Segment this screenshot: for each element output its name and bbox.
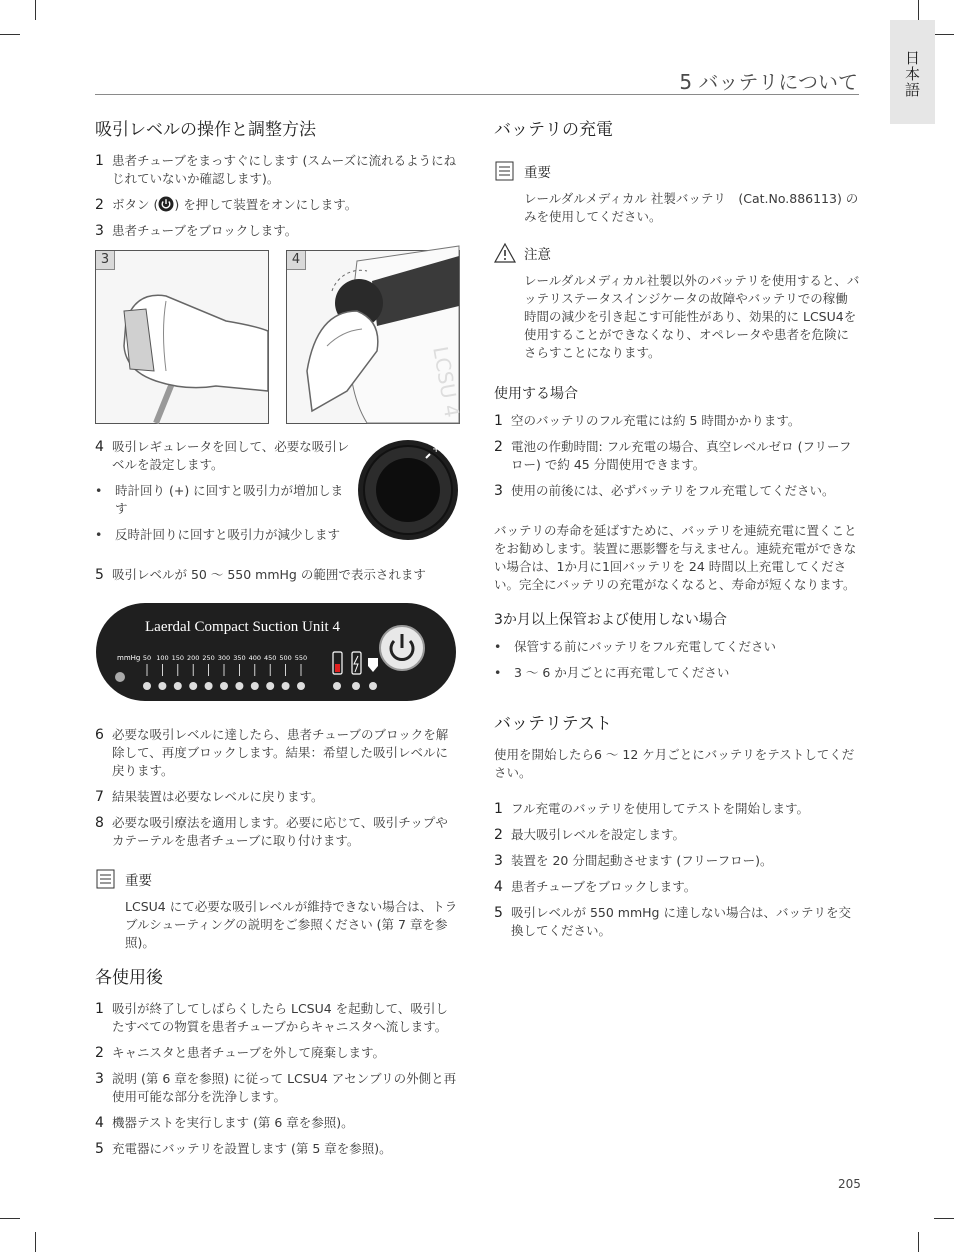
language-tab-label: 日本語 <box>903 50 921 98</box>
note-icon <box>494 160 516 182</box>
bullet-item: • 3 ～ 6 か月ごとに再充電してください <box>494 665 730 680</box>
bullet-item: • 時計回り (+) に回すと吸引力が増加します <box>95 482 350 518</box>
panel-title: Laerdal Compact Suction Unit 4 <box>145 619 340 635</box>
heading-battery-test: バッテリテスト <box>494 714 612 734</box>
hand-blocking-tube-illustration <box>96 251 268 423</box>
step-text: 最大吸引レベルを設定します。 <box>511 827 686 842</box>
step-number: 3 <box>95 1071 104 1087</box>
step-number: 1 <box>494 801 503 817</box>
step-number: 2 <box>95 1045 104 1061</box>
list-item <box>494 904 860 940</box>
step-number: 4 <box>95 1115 104 1131</box>
list-item <box>95 1140 460 1158</box>
scale-label: 150 <box>171 654 185 662</box>
heading-charging: バッテリの充電 <box>494 120 613 140</box>
step-number: 3 <box>95 223 104 239</box>
step-text: キャニスタと患者チューブを外して廃棄します。 <box>112 1045 386 1060</box>
list-item <box>95 726 460 780</box>
step-number: 2 <box>95 197 104 213</box>
step-number: 7 <box>95 789 104 805</box>
scale-label: 550 <box>294 654 308 662</box>
bullet-text: 保管する前にバッテリをフル充電してください <box>514 639 777 654</box>
scale-led <box>282 682 290 690</box>
device-knob-illustration <box>287 251 465 423</box>
bullet-text: 反時計回りに回すと吸引力が減少します <box>115 527 341 542</box>
list-item <box>95 196 460 214</box>
list-item <box>95 438 350 474</box>
scale-led <box>251 682 259 690</box>
step-text: フル充電のバッテリを使用してテストを開始します。 <box>511 801 810 816</box>
crop-mark <box>934 1218 954 1219</box>
photo-block-tube <box>95 250 269 424</box>
step-number: 1 <box>95 153 104 169</box>
step-text: 必要な吸引療法を適用します。必要に応じて、吸引チップやカテーテルを患者チューブに取り付けます。 <box>112 815 448 848</box>
list-item <box>494 482 860 500</box>
list-item <box>95 1044 460 1062</box>
step-text: 吸引が終了してしばらくしたら LCSU4 を起動して、吸引したすべての物質を患者チューブからキャニスタへ流します。 <box>112 1001 448 1034</box>
step-number: 1 <box>494 413 503 429</box>
step-number: 6 <box>95 727 104 743</box>
note-caution <box>494 242 860 264</box>
crop-mark <box>934 34 954 35</box>
list-item <box>95 222 460 240</box>
crop-mark <box>0 1218 20 1219</box>
scale-led <box>266 682 274 690</box>
scale-label: 300 <box>217 654 231 662</box>
step-text: 必要な吸引レベルに達したら、患者チューブのブロックを解除して、再度ブロックします。結果：希望した吸引レベルに戻ります。 <box>112 727 449 778</box>
scale-led <box>174 682 182 690</box>
crop-mark <box>0 34 20 35</box>
list-item <box>95 1070 460 1106</box>
heading-operation: 吸引レベルの操作と調整方法 <box>95 120 316 140</box>
scale-label: 450 <box>263 654 277 662</box>
bullet-text: 3 ～ 6 か月ごとに再充電してください <box>514 665 730 680</box>
scale-label: 350 <box>233 654 246 662</box>
note-body: レールダルメディカル社製以外のバッテリを使用すると、バッテリステータスインジケータの故障やバッテリでの稼働時間の減少を引き起こす可能性があり、効果的に LCSU4を使用することができなくなり、オペレータや患者を危険にさらすことになります。 <box>524 273 860 360</box>
step-text: 結果装置は必要なレベルに戻ります。 <box>112 789 324 804</box>
list-item <box>494 826 860 844</box>
warning-icon <box>494 242 516 264</box>
step-text: 吸引レベルが 50 ～ 550 mmHg の範囲で表示されます <box>112 567 426 582</box>
scale-led <box>205 682 213 690</box>
device-label: LCSU 4 <box>428 344 465 420</box>
note-important <box>494 160 860 182</box>
power-icon <box>158 196 174 212</box>
list-item <box>494 852 860 870</box>
list-item <box>494 878 860 896</box>
step-text: 吸引レギュレータを回して、必要な吸引レベルを設定します。 <box>112 439 350 472</box>
crop-mark <box>35 1232 36 1252</box>
note-important <box>95 868 460 890</box>
status-led <box>352 682 360 690</box>
list-item <box>95 566 460 584</box>
note-body: LCSU4 にて必要な吸引レベルが維持できない場合は、トラブルシューティングの説明をご参照ください (第 7 章を参照)。 <box>125 899 458 950</box>
heading-storage: 3か月以上保管および使用しない場合 <box>494 612 727 628</box>
scale-label: 200 <box>186 654 200 662</box>
step-text: 吸引レベルが 550 mmHg に達しない場合は、バッテリを交換してください。 <box>511 905 851 938</box>
step-text: 空のバッテリのフル充電には約 5 時間かかります。 <box>511 413 801 428</box>
step-number: 8 <box>95 815 104 831</box>
step-text: 説明 (第 6 章を参照) に従って LCSU4 アセンブリの外側と再使用可能な部分を洗浄します。 <box>112 1071 457 1104</box>
step-number: 5 <box>95 567 104 583</box>
language-tab <box>890 20 935 124</box>
step-number: 4 <box>95 439 104 455</box>
step-text-pre: ボタン ( <box>112 197 159 212</box>
step-text: 使用の前後には、必ずバッテリをフル充電してください。 <box>511 483 835 498</box>
note-body: レールダルメディカル 社製バッテリ (Cat.No.886113) のみを使用してください。 <box>524 191 859 224</box>
scale-led <box>189 682 197 690</box>
note-title: 重要 <box>524 165 551 181</box>
crop-mark <box>35 0 36 20</box>
step-number: 3 <box>494 853 503 869</box>
step-text-post: ) を押して装置をオンにします。 <box>174 197 358 212</box>
step4-row <box>95 438 460 552</box>
scale-led <box>235 682 243 690</box>
header-rule <box>95 94 859 95</box>
status-led <box>369 682 377 690</box>
list-item <box>494 412 860 430</box>
list-item <box>95 152 460 188</box>
svg-text:+: + <box>432 444 441 455</box>
bullet-item: • 保管する前にバッテリをフル充電してください <box>494 639 777 654</box>
person-icon <box>115 672 125 682</box>
step-text: 患者チューブをブロックします。 <box>112 223 298 238</box>
panel-unit: mmHg <box>117 654 141 662</box>
bullet-item: • 反時計回りに回すと吸引力が減少します <box>95 527 341 542</box>
heading-when-using: 使用する場合 <box>494 386 578 402</box>
section-title: 5 バッテリについて <box>679 70 858 94</box>
scale-label: 100 <box>156 654 169 662</box>
photo-row <box>95 250 465 424</box>
scale-label: 500 <box>279 654 292 662</box>
note-icon <box>95 868 117 890</box>
crop-mark <box>918 0 919 20</box>
step-number: 4 <box>494 879 503 895</box>
battery-test-paragraph: 使用を開始したら6 ～ 12 ケ月ごとにバッテリをテストしてください。 <box>494 747 855 780</box>
heading-after-use: 各使用後 <box>95 968 163 988</box>
right-column <box>494 118 860 948</box>
photo-label: 3 <box>96 251 115 270</box>
step-text: 患者チューブをまっすぐにします (スムーズに流れるようにねじれていないか確認します)。 <box>112 153 457 186</box>
bullet-text: 時計回り (+) に回すと吸引力が増加します <box>115 483 344 516</box>
step-text: 機器テストを実行します (第 6 章を参照)。 <box>112 1115 354 1130</box>
scale-label: 50 <box>142 654 152 662</box>
page-number: 205 <box>838 1177 861 1191</box>
step-text: 患者チューブをブロックします。 <box>511 879 697 894</box>
scale-led <box>220 682 228 690</box>
step-number: 3 <box>494 483 503 499</box>
list-item <box>95 1000 460 1036</box>
step-number: 2 <box>494 827 503 843</box>
note-title: 重要 <box>125 873 152 889</box>
step-text: 電池の作動時間: フル充電の場合、真空レベルゼロ (フリーフロー) で約 45 分間使用できます。 <box>511 439 852 472</box>
step-number: 1 <box>95 1001 104 1017</box>
note-title: 注意 <box>524 247 551 263</box>
crop-mark <box>918 1232 919 1252</box>
step-text: 充電器にバッテリを設置します (第 5 章を参照)。 <box>112 1141 392 1156</box>
list-item <box>494 800 860 818</box>
photo-turn-knob <box>286 250 465 424</box>
scale-led <box>158 682 166 690</box>
battery-life-paragraph: バッテリの寿命を延ばすために、バッテリを連続充電に置くことをお勧めします。装置に悪影響を与えません。連続充電ができない場合は、1か月に1回バッテリを 24 時間以上充電してください。完全にバッテリの充電がなくなると、寿命が短くなります。 <box>494 523 857 592</box>
left-column <box>95 118 465 1166</box>
step-number: 5 <box>494 905 503 921</box>
control-panel-illustration <box>95 602 457 702</box>
step-number: 2 <box>494 439 503 455</box>
scale-label: 250 <box>202 654 215 662</box>
suction-knob-illustration <box>356 438 460 542</box>
scale-led <box>297 682 305 690</box>
photo-label: 4 <box>287 251 306 270</box>
list-item <box>95 1114 460 1132</box>
list-item <box>95 788 460 806</box>
list-item <box>494 438 860 474</box>
step-text: 装置を 20 分間起動させます (フリーフロー)。 <box>511 853 773 868</box>
step-number: 5 <box>95 1141 104 1157</box>
list-item <box>95 814 460 850</box>
status-led <box>333 682 341 690</box>
scale-led <box>143 682 151 690</box>
step-text <box>112 196 460 214</box>
scale-label: 400 <box>248 654 262 662</box>
